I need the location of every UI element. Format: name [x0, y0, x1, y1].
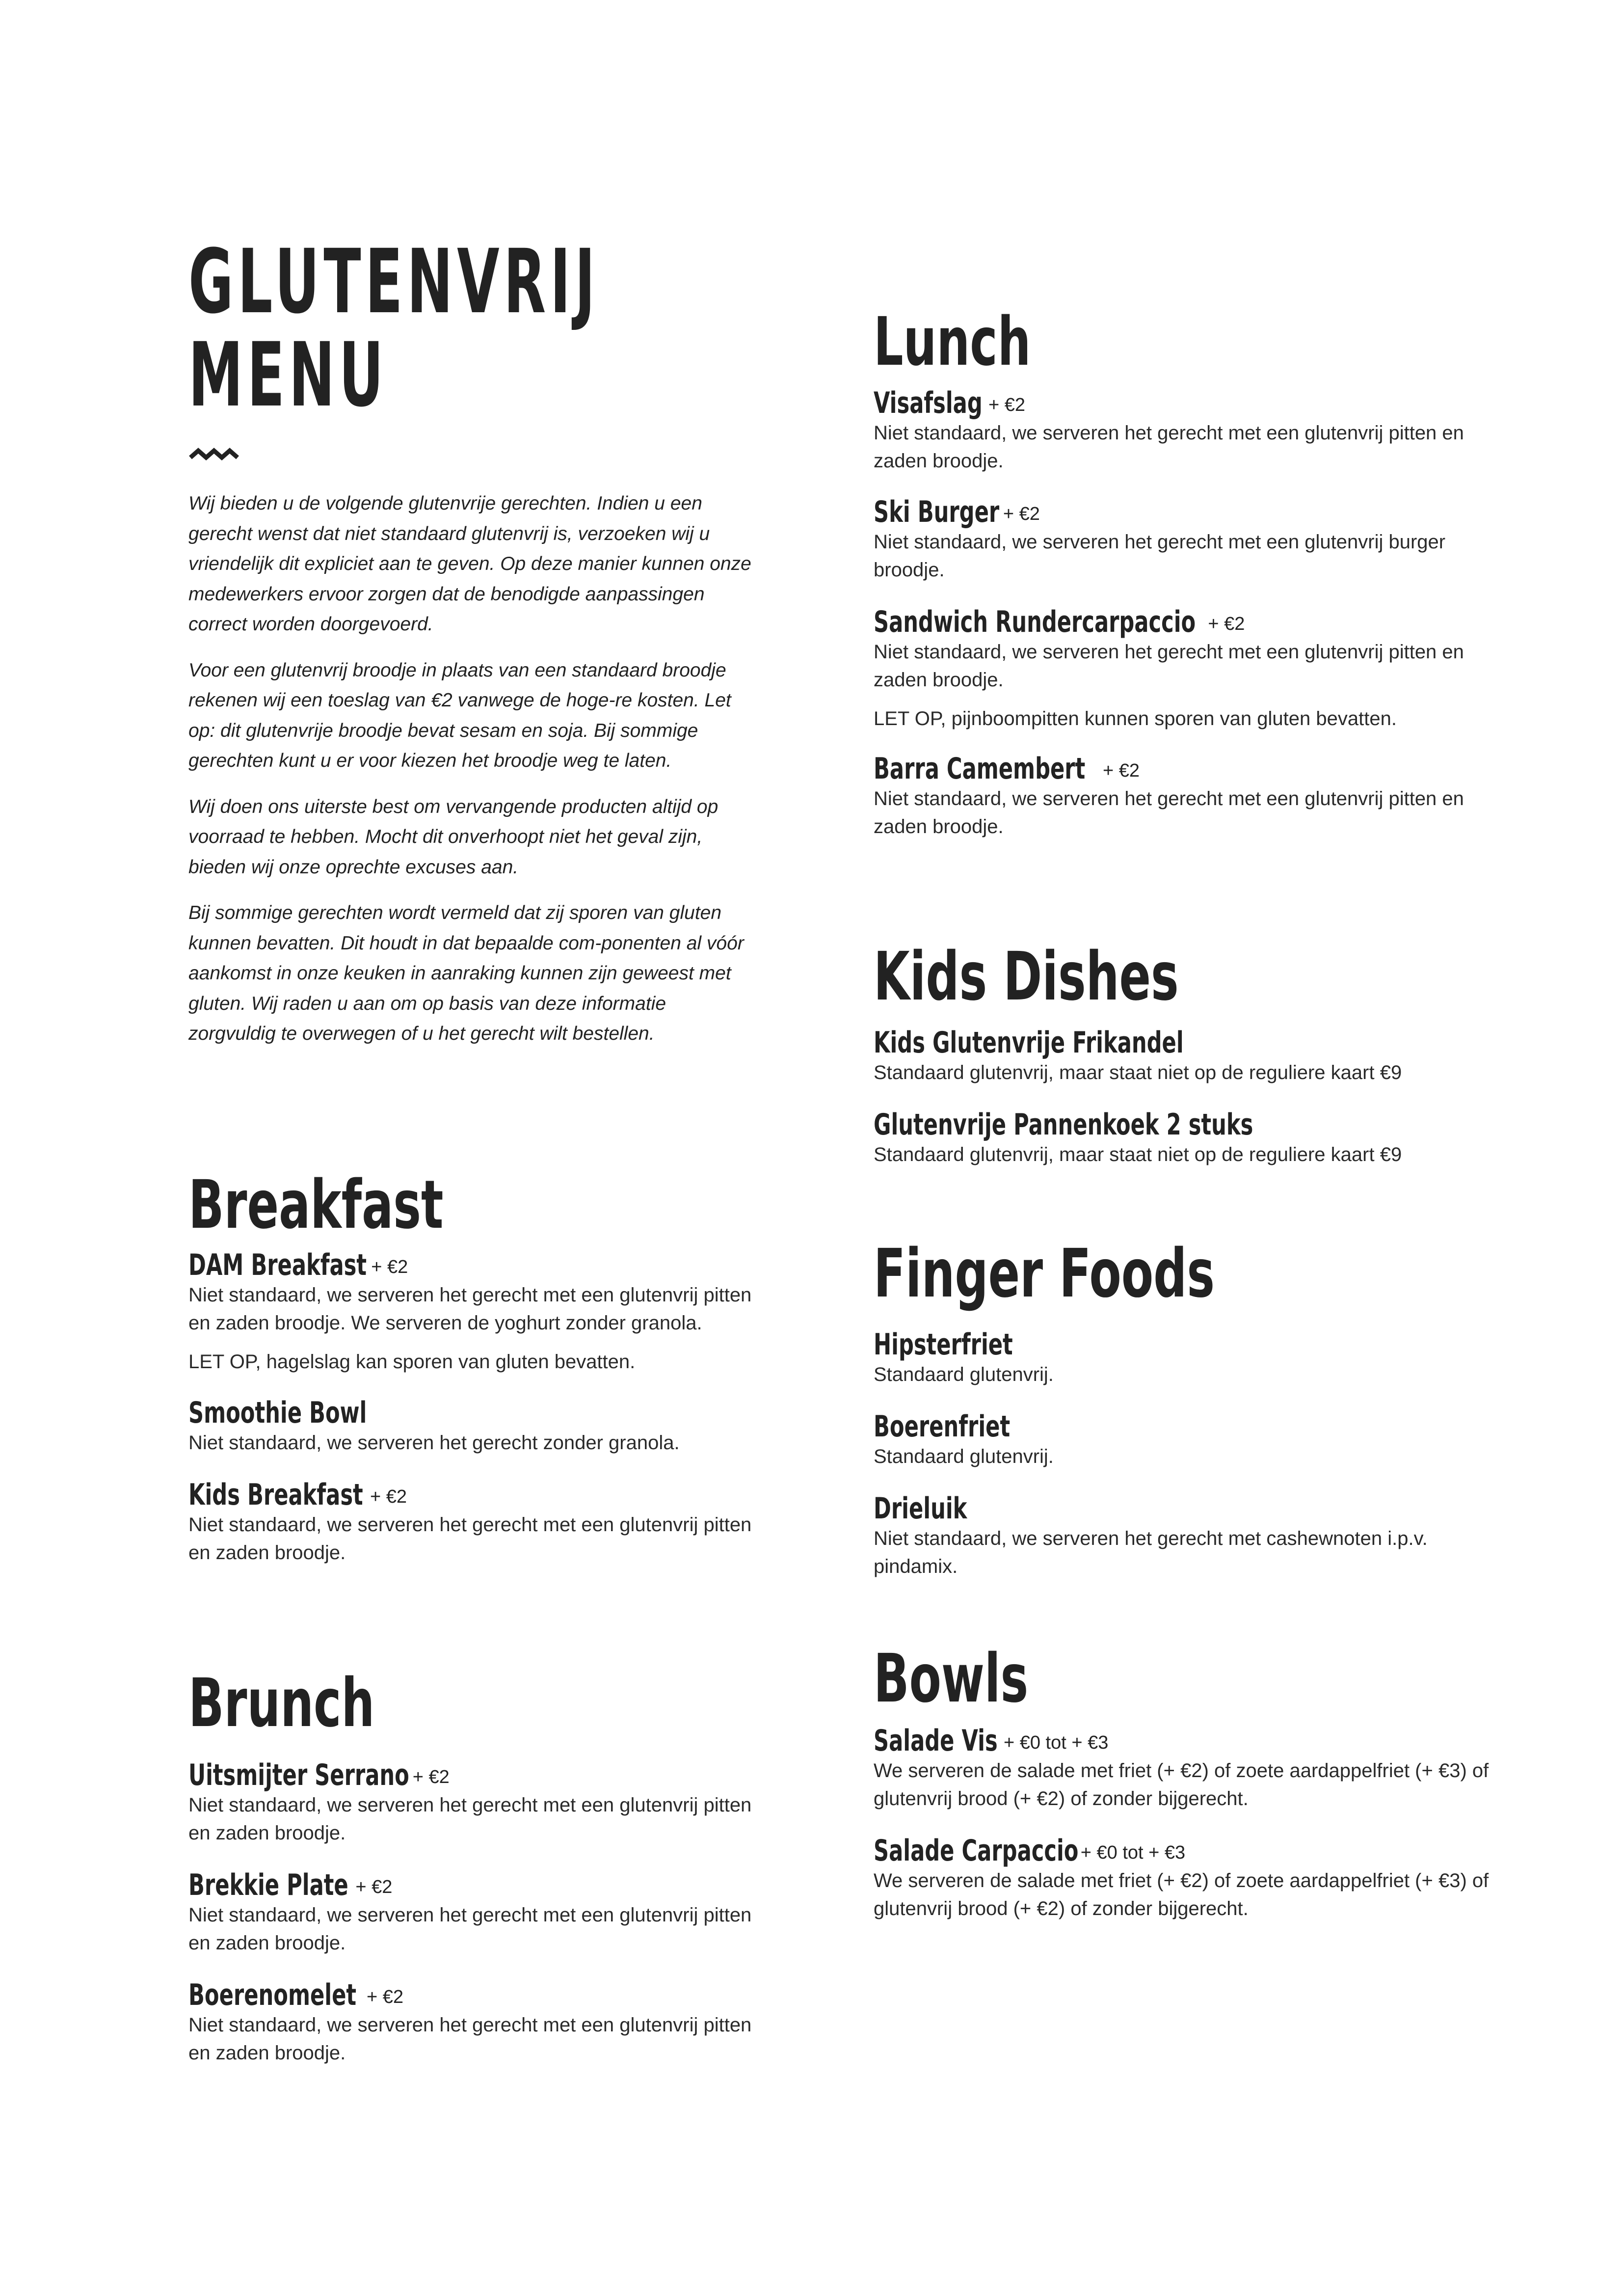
menu-item	[874, 1026, 1492, 1087]
item-description: Niet standaard, we serveren het gerecht met een glutenvrij pitten en zaden broodje.	[874, 788, 1464, 837]
item-description: Niet standaard, we serveren het gerecht met een glutenvrij burger broodje.	[874, 531, 1446, 581]
item-description: Niet standaard, we serveren het gerecht met een glutenvrij pitten en zaden broodje.	[874, 641, 1464, 691]
item-price: + €2	[370, 1486, 407, 1507]
item-description: Niet standaard, we serveren het gerecht met een glutenvrij pitten en zaden broodje.	[874, 422, 1464, 472]
item-price: + €2	[412, 1767, 450, 1787]
item-price: + €2	[1102, 760, 1140, 781]
item-note: LET OP, pijnboompitten kunnen sporen van gluten bevatten.	[874, 708, 1397, 729]
section-brunch	[188, 1667, 753, 2067]
item-name: Barra Camembert	[874, 752, 1086, 786]
menu-item	[874, 1725, 1492, 1813]
menu-item	[874, 1410, 1492, 1471]
menu-item	[874, 496, 1492, 584]
section-heading: Breakfast	[188, 1166, 444, 1244]
title-line-2: MENU	[188, 324, 388, 427]
item-name: Sandwich Rundercarpaccio	[874, 605, 1196, 639]
item-price: + €0 tot + €3	[1003, 1732, 1109, 1753]
item-price: + €2	[1003, 504, 1040, 524]
section-heading: Brunch	[188, 1665, 375, 1742]
page-title	[188, 231, 600, 427]
item-name: Drieluik	[874, 1491, 967, 1526]
item-description: Niet standaard, we serveren het gerecht met een glutenvrij pitten en zaden broodje.	[188, 1904, 752, 1954]
item-description: Standaard glutenvrij.	[874, 1446, 1054, 1467]
menu-item	[874, 387, 1492, 475]
item-description: Niet standaard, we serveren het gerecht met een glutenvrij pitten en zaden broodje.	[188, 1514, 752, 1564]
item-name: Ski Burger	[874, 495, 1000, 529]
menu-item	[874, 1328, 1492, 1389]
intro-text	[188, 488, 753, 1065]
title-line-1: GLUTENVRIJ	[188, 231, 600, 333]
item-price: + €2	[367, 1987, 404, 2007]
item-description: Niet standaard, we serveren het gerecht met een glutenvrij pitten en zaden broodje.	[188, 1794, 752, 1844]
menu-item	[188, 1249, 753, 1376]
item-description: Niet standaard, we serveren het gerecht met een glutenvrij pitten en zaden broodje. We serveren de yoghurt zonder granola.	[188, 1284, 752, 1334]
item-name: Smoothie Bowl	[188, 1396, 367, 1430]
item-name: Brekkie Plate	[188, 1868, 348, 1902]
item-note: LET OP, hagelslag kan sporen van gluten bevatten.	[188, 1351, 636, 1373]
item-price: + €2	[371, 1257, 408, 1277]
item-name: Visafslag	[874, 386, 983, 420]
intro-paragraph: Wij bieden u de volgende glutenvrije gerechten. Indien u een gerecht wenst dat niet standaard glutenvrij is, verzoeken wij u vriendelijk dit expliciet aan te geven. Op deze manier kunnen onze medewerkers ervoor zorgen dat de benodigde aanpassingen correct worden doorgevoerd.	[188, 493, 751, 635]
section-finger-foods	[874, 1237, 1492, 1581]
menu-item	[188, 1479, 753, 1567]
item-description: Standaard glutenvrij, maar staat niet op de reguliere kaart €9	[874, 1144, 1402, 1165]
section-lunch	[874, 305, 1492, 841]
squiggle-divider-icon	[188, 446, 241, 462]
section-kids-dishes	[874, 940, 1492, 1169]
section-heading: Kids Dishes	[874, 938, 1179, 1016]
intro-paragraph: Wij doen ons uiterste best om vervangende producten altijd op voorraad te hebben. Mocht dit onverhoopt niet het geval zijn, bieden wij onze oprechte excuses aan.	[188, 796, 718, 878]
item-name: Kids Glutenvrije Frikandel	[874, 1026, 1184, 1060]
item-description: Standaard glutenvrij.	[874, 1364, 1054, 1385]
menu-item	[188, 1979, 753, 2067]
item-description: Niet standaard, we serveren het gerecht met een glutenvrij pitten en zaden broodje.	[188, 2014, 752, 2064]
section-heading: Bowls	[874, 1640, 1029, 1718]
section-breakfast	[188, 1168, 753, 1567]
menu-item	[874, 753, 1492, 841]
item-price: + €2	[355, 1877, 393, 1897]
section-heading: Lunch	[874, 303, 1031, 381]
menu-item	[874, 1108, 1492, 1169]
menu-item	[188, 1759, 753, 1847]
item-price: + €0 tot + €3	[1080, 1842, 1186, 1863]
menu-item	[874, 1835, 1492, 1923]
item-name: Boerenfriet	[874, 1409, 1011, 1444]
item-name: Salade Vis	[874, 1724, 998, 1758]
section-heading: Finger Foods	[874, 1235, 1215, 1313]
item-name: Salade Carpaccio	[874, 1834, 1079, 1868]
item-name: Boerenomelet	[188, 1978, 357, 2012]
intro-paragraph: Voor een glutenvrij broodje in plaats van een standaard broodje rekenen wij een toeslag van €2 vanwege de hoge-re kosten. Let op: dit glutenvrije broodje bevat sesam en soja. Bij sommige gerechten kunt u er voor kiezen het broodje weg te laten.	[188, 659, 731, 771]
item-name: Hipsterfriet	[874, 1327, 1013, 1362]
menu-item	[874, 1492, 1492, 1581]
item-name: Uitsmijter Serrano	[188, 1758, 409, 1792]
item-name: Kids Breakfast	[188, 1478, 363, 1512]
intro-paragraph: Bij sommige gerechten wordt vermeld dat zij sporen van gluten kunnen bevatten. Dit houdt in dat bepaalde com-ponenten al vóór aankomst in onze keuken in aanraking kunnen zijn geweest met gluten. Wij raden u aan om op basis van deze informatie zorgvuldig te overwegen of u het gerecht wilt bestellen.	[188, 902, 744, 1044]
section-bowls	[874, 1642, 1492, 1923]
menu-item	[188, 1397, 753, 1457]
item-name: DAM Breakfast	[188, 1248, 367, 1282]
menu-item	[188, 1869, 753, 1957]
item-name: Glutenvrije Pannenkoek 2 stuks	[874, 1107, 1253, 1142]
item-description: We serveren de salade met friet (+ €2) of zoete aardappelfriet (+ €3) of glutenvrij brood (+ €2) of zonder bijgerecht.	[874, 1870, 1489, 1919]
item-description: Niet standaard, we serveren het gerecht met cashewnoten i.p.v. pindamix.	[874, 1528, 1428, 1577]
item-price: + €2	[988, 395, 1025, 415]
item-description: We serveren de salade met friet (+ €2) of zoete aardappelfriet (+ €3) of glutenvrij brood (+ €2) of zonder bijgerecht.	[874, 1760, 1489, 1810]
item-description: Standaard glutenvrij, maar staat niet op de reguliere kaart €9	[874, 1062, 1402, 1083]
item-price: + €2	[1208, 614, 1245, 634]
item-description: Niet standaard, we serveren het gerecht zonder granola.	[188, 1432, 680, 1454]
menu-item	[874, 606, 1492, 733]
